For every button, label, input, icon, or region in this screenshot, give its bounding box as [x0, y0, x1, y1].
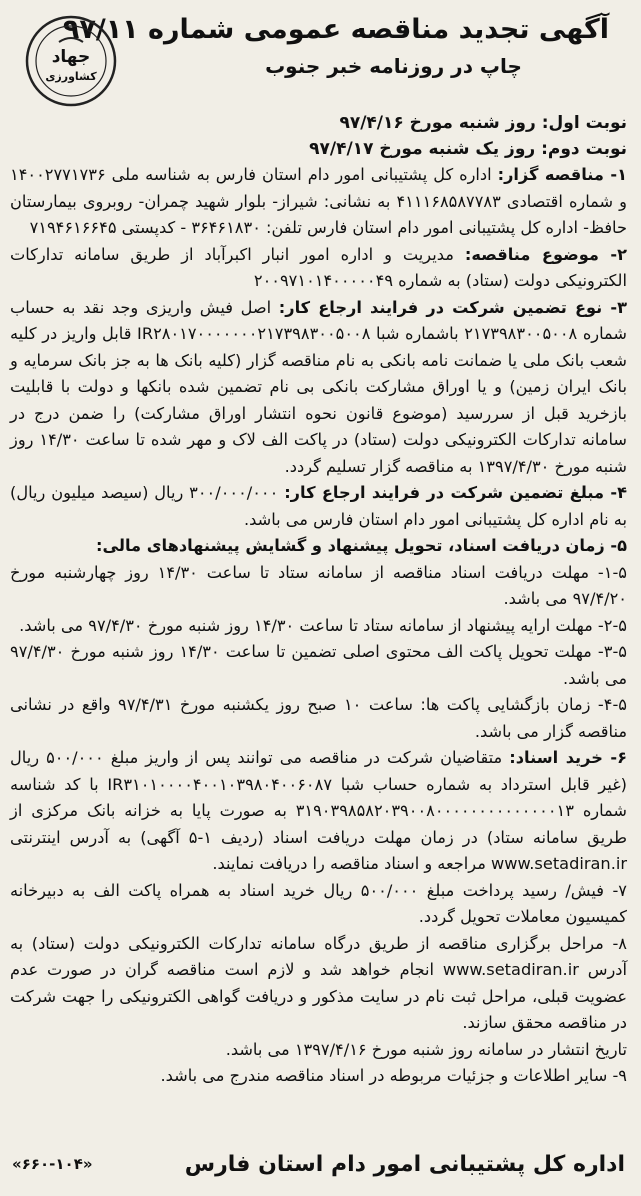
- section-5-label: ۵- زمان دریافت اسناد، تحویل پیشنهاد و گشایش پیشنهادهای مالی:: [96, 536, 627, 555]
- notice-footer: [12, 1146, 625, 1182]
- section-4-label: ۴- مبلغ تضمین شرکت در فرایند ارجاع کار:: [284, 483, 627, 502]
- section-1-label: ۱- مناقصه گزار:: [497, 165, 627, 184]
- section-7: ۷- فیش/ رسید پرداخت مبلغ ۵۰۰/۰۰۰ ریال خرید اسناد به همراه پاکت الف به دبیرخانه کمیسیون معاملات تحویل گردد.: [10, 880, 627, 926]
- ad-code: «۶۶۰-۱۰۴»: [12, 1155, 93, 1173]
- section-5-1: ۱-۵- مهلت دریافت اسناد مناقصه از سامانه ستاد تا ساعت ۱۴/۳۰ روز چهارشنبه مورخ ۹۷/۴/۲۰ می باشد.: [10, 562, 627, 608]
- section-9: ۹- سایر اطلاعات و جزئیات مربوطه در اسناد مناقصه مندرج می باشد.: [160, 1066, 627, 1085]
- section-4: [10, 480, 627, 533]
- section-6-text: متقاضیان شرکت در مناقصه می توانند پس از واریز مبلغ ۵۰۰/۰۰۰ ریال (غیر قابل استرداد به شماره حساب شبا IR۳۱۰۱۰۰۰۰۴۰۰۱۰۳۹۸۰۴۰۰۶۰۸۷ با کد شناسه شماره ۳۱۹۰۳۹۸۵۸۲۰۳۹۰۰۸۰۰۰۰۰۰۰۰۰۰۰۰۰۰۱۳ به صورت پایا به خزانه بانک مرکزی از طریق سامانه ستاد) در زمان مهلت دریافت اسناد (ردیف ۱-۵ آگهی) به آدرس اینترنتی www.setadiran.ir مراجعه و اسناد مناقصه را دریافت نمایند.: [10, 748, 627, 873]
- section-2-label: ۲- موضوع مناقصه:: [464, 244, 627, 264]
- notice-title: آگهی تجدید مناقصه عمومی شماره ۹۷/۱۱: [62, 14, 609, 45]
- notice-header: [10, 6, 627, 124]
- section-1: [10, 162, 627, 242]
- section-2: [10, 242, 627, 295]
- first-publication: نوبت اول: روز شنبه مورخ ۹۷/۴/۱۶: [339, 113, 627, 133]
- section-5-3: ۳-۵- مهلت تحویل پاکت الف محتوی اصلی تضمین تا ساعت ۱۴/۳۰ روز شنبه مورخ ۹۷/۴/۳۰ می باشد.: [10, 642, 627, 688]
- section-3: [10, 295, 627, 481]
- notice-body: [10, 162, 627, 1090]
- jihad-keshavarzi-logo: [24, 14, 118, 108]
- logo-text-bottom: کشاورزی: [45, 70, 97, 83]
- section-2-text: مدیریت و اداره امور انبار اکبرآباد از طریق سامانه تدارکات الکترونیکی دولت (ستاد) به شماره ۲۰۰۹۷۱۰۱۴۰۰۰۰۰۴۹: [10, 244, 627, 290]
- section-3-text: اصل فیش واریزی وجد نقد به حساب شماره ۲۱۷۳۹۸۳۰۰۵۰۰۸ باشماره شبا IR۲۸۰۱۷۰۰۰۰۰۰۰۲۱۷۳۹۸۳۰۰۵۰۰۸ قابل واریز در کلیه شعب بانک ملی یا ضمانت نامه بانکی به نام مناقصه گزار (کلیه بانک ها به جز بانک سرمایه و بانک ایران زمین) و یا اوراق مشارکت بانکی بی نام تضمین شده بانکها و دولت با قابلیت بازخرید قبل از سررسید (موضوع قانون نحوه انتشار اوراق مشارکت) را ضمن درج در سامانه تدارکات الکترونیکی دولت (ستاد) در پاکت الف لاک و مهر شده تا ساعت ۱۴/۳۰ روز شنبه مورخ ۱۳۹۷/۴/۳۰ به مناقصه گزار تسلیم گردد.: [10, 297, 627, 476]
- section-3-label: ۳- نوع تضمین شرکت در فرایند ارجاع کار:: [278, 297, 627, 317]
- section-1-text: اداره کل پشتیبانی امور دام استان فارس به شناسه ملی ۱۴۰۰۲۷۷۱۷۳۶ و شماره اقتصادی ۴۱۱۱۶۸۵۸۷۷۸۳ به نشانی: شیراز- بلوار شهید چمران- روبروی بیمارستان حافظ- اداره کل پشتیبانی امور دام استان فارس تلفن: ۳۶۴۶۱۸۳۰ - کدپستی ۷۱۹۴۶۱۶۶۴۵: [10, 165, 628, 237]
- section-5-4: ۴-۵- زمان بازگشایی پاکت ها: ساعت ۱۰ صبح روز یکشنبه مورخ ۹۷/۴/۳۱ واقع در نشانی مناقصه گزار می باشد.: [10, 695, 627, 741]
- publish-date: تاریخ انتشار در سامانه روز شنبه مورخ ۱۳۹۷/۴/۱۶ می باشد.: [225, 1039, 627, 1059]
- section-4-text: ۳۰۰/۰۰۰/۰۰۰ ریال (سیصد میلیون ریال) به نام اداره کل پشتیبانی امور دام استان فارس می باشد.: [10, 483, 627, 529]
- logo-text-top: جهاد: [51, 47, 91, 67]
- second-publication: نوبت دوم: روز یک شنبه مورخ ۹۷/۴/۱۷: [309, 139, 627, 159]
- section-5-2: ۲-۵- مهلت ارایه پیشنهاد از سامانه ستاد تا ساعت ۱۴/۳۰ روز شنبه مورخ ۹۷/۴/۳۰ می باشد.: [19, 615, 627, 635]
- notice-subtitle: چاپ در روزنامه خبر جنوب: [265, 54, 522, 78]
- section-6: [10, 745, 627, 878]
- issuer-name: اداره کل پشتیبانی امور دام استان فارس: [184, 1151, 625, 1177]
- section-8: ۸- مراحل برگزاری مناقصه از طریق درگاه سامانه تدارکات الکترونیکی دولت (ستاد) به آدرس www.setadiran.ir انجام خواهد شد و لازم است مناقصه گران در صورت عدم عضویت قبلی، مراحل ثبت نام در سایت مذکور و دریافت گواهی الکترونیکی را جهت شرکت در مناقصه محقق سازند.: [10, 933, 627, 1032]
- section-6-label: ۶- خرید اسناد:: [509, 748, 627, 767]
